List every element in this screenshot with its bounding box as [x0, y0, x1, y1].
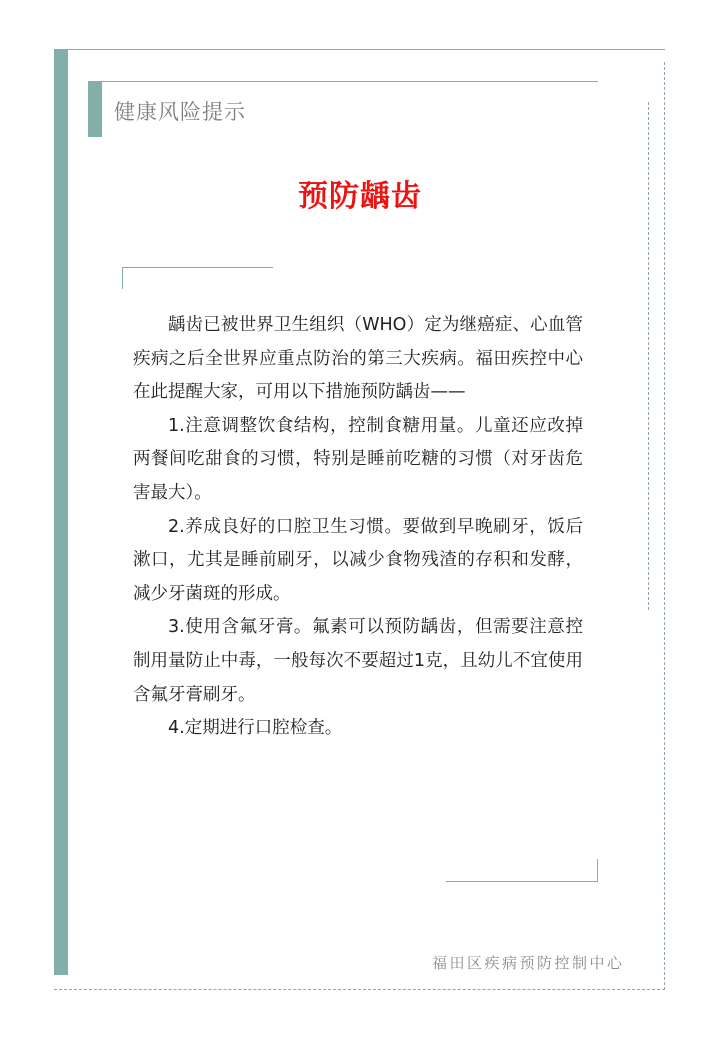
frame-bottom-dashed-border [54, 989, 665, 990]
corner-bracket-bottom-right-vertical [597, 859, 598, 881]
section-heading-bar [88, 81, 102, 137]
tip-item-2: 2.养成良好的口腔卫生习惯。要做到早晚刷牙，饭后漱口，尤其是睡前刷牙，以减少食物残渣的存积和发酵，减少牙菌斑的形成。 [133, 516, 583, 604]
intro-paragraph: 龋齿已被世界卫生组织（WHO）定为继癌症、心血管疾病之后全世界应重点防治的第三大疾病。福田疾控中心在此提醒大家，可用以下措施预防龋齿—— [133, 315, 583, 403]
article-title: 预防龋齿 [298, 179, 422, 214]
section-heading: 健康风险提示 [114, 100, 246, 124]
tip-item-1: 1.注意调整饮食结构，控制食糖用量。儿童还应改掉两餐间吃甜食的习惯，特别是睡前吃糖的习惯（对牙齿危害最大）。 [133, 415, 583, 503]
tip-item-3: 3.使用含氟牙膏。氟素可以预防龋齿，但需要注意控制用量防止中毒，一般每次不要超过1克，且幼儿不宜使用含氟牙膏刷牙。 [133, 617, 583, 705]
section-heading-line [102, 81, 598, 82]
corner-bracket-top-left-horizontal [122, 267, 273, 268]
tip-item-4: 4.定期进行口腔检查。 [168, 718, 343, 739]
frame-top-line [68, 49, 665, 50]
footer-organization: 福田区疾病预防控制中心 [432, 954, 625, 972]
corner-bracket-bottom-right-horizontal [446, 881, 598, 882]
corner-bracket-top-left-vertical [122, 267, 123, 289]
article-body [133, 309, 583, 746]
